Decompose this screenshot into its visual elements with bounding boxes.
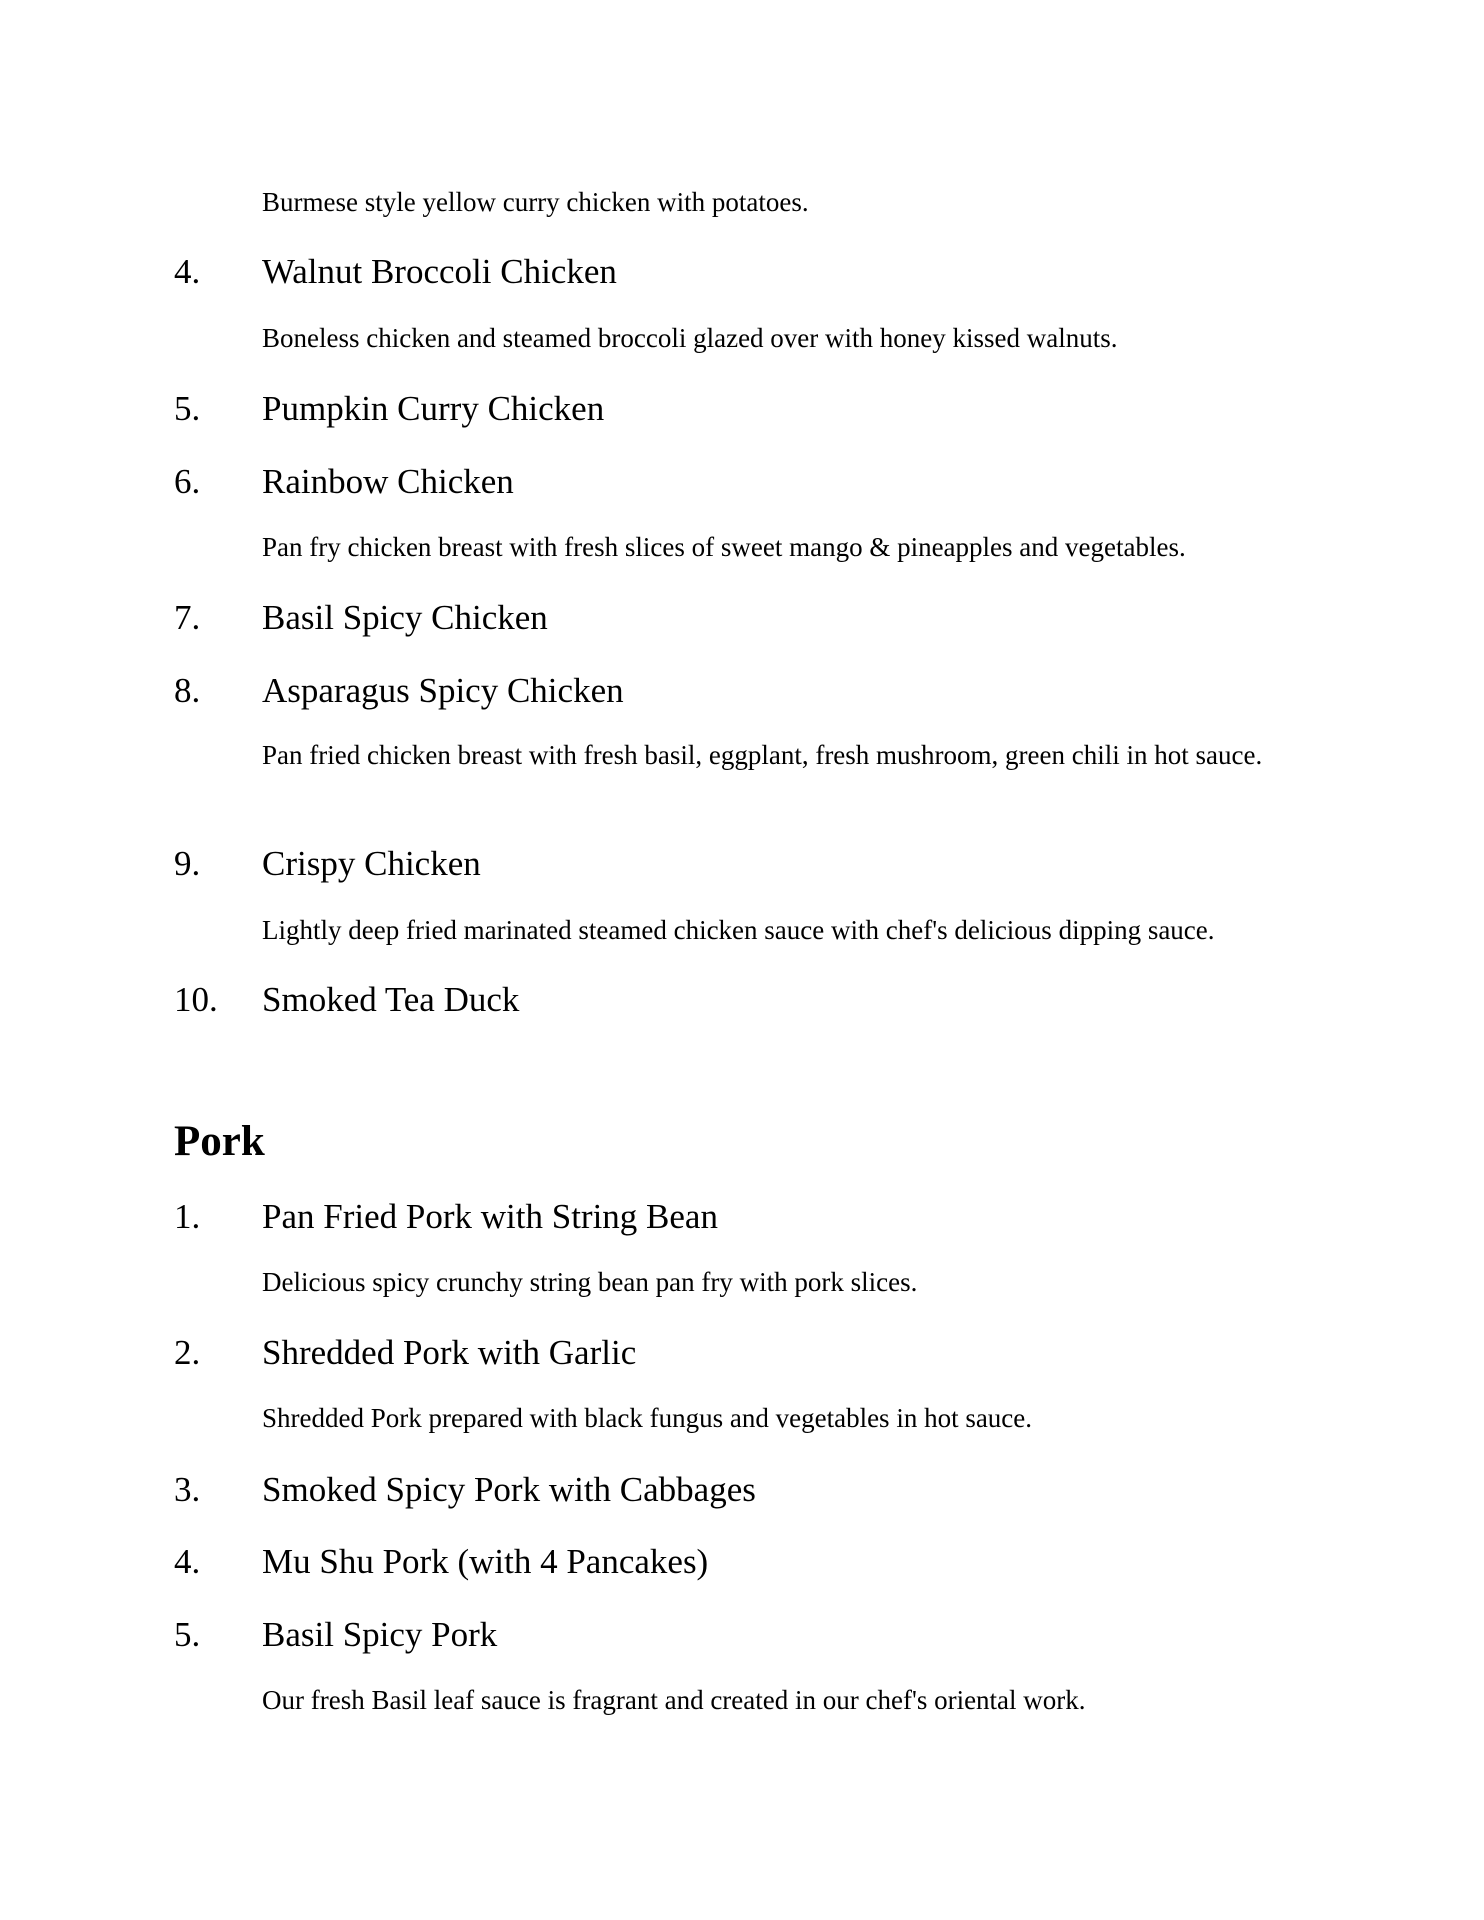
- menu-item: [174, 458, 1308, 506]
- item-name: Crispy Chicken: [262, 844, 481, 883]
- item-name: Basil Spicy Chicken: [262, 598, 548, 637]
- item-name: Shredded Pork with Garlic: [262, 1333, 637, 1372]
- item-name: Pumpkin Curry Chicken: [262, 389, 605, 428]
- item-number: 6.: [174, 462, 201, 501]
- item-name: Basil Spicy Pork: [262, 1615, 498, 1654]
- item-number: 9.: [174, 844, 201, 883]
- menu-item: [174, 1466, 1308, 1514]
- item-number: 5.: [174, 1615, 201, 1654]
- item-name: Rainbow Chicken: [262, 462, 514, 501]
- item-description: Our fresh Basil leaf sauce is fragrant and created in our chef's oriental work.: [262, 1685, 1086, 1715]
- item-number: 4.: [174, 1542, 201, 1581]
- item-number: 10.: [174, 980, 218, 1019]
- item-number: 8.: [174, 671, 201, 710]
- item-name: Walnut Broccoli Chicken: [262, 252, 617, 291]
- item-name: Smoked Tea Duck: [262, 980, 520, 1019]
- item-name: Smoked Spicy Pork with Cabbages: [262, 1470, 756, 1509]
- menu-item: [174, 1329, 1308, 1377]
- menu-item: [174, 840, 1308, 888]
- item-description: Pan fry chicken breast with fresh slices of sweet mango & pineapples and vegetables.: [262, 532, 1186, 562]
- item-number: 1.: [174, 1197, 201, 1236]
- item-number: 4.: [174, 252, 201, 291]
- item-description: Lightly deep fried marinated steamed chicken sauce with chef's delicious dipping sauce.: [262, 915, 1215, 945]
- section-title-pork: Pork: [174, 1118, 265, 1165]
- item-number: 2.: [174, 1333, 201, 1372]
- item-name: Asparagus Spicy Chicken: [262, 671, 624, 710]
- item-name: Pan Fried Pork with String Bean: [262, 1197, 718, 1236]
- menu-item: [174, 385, 1308, 433]
- menu-item: [174, 1538, 1308, 1586]
- menu-item: [174, 1611, 1308, 1659]
- menu-item: [174, 667, 1308, 715]
- item-description: Boneless chicken and steamed broccoli glazed over with honey kissed walnuts.: [262, 323, 1118, 353]
- item-description: Delicious spicy crunchy string bean pan fry with pork slices.: [262, 1267, 918, 1297]
- menu-item: [174, 594, 1308, 642]
- item-description: Shredded Pork prepared with black fungus and vegetables in hot sauce.: [262, 1403, 1033, 1433]
- item-description: Burmese style yellow curry chicken with potatoes.: [262, 187, 809, 217]
- item-number: 5.: [174, 389, 201, 428]
- item-name: Mu Shu Pork (with 4 Pancakes): [262, 1542, 709, 1581]
- menu-item: [174, 1193, 1308, 1241]
- menu-item: [174, 248, 1308, 296]
- item-number: 7.: [174, 598, 201, 637]
- item-description: Pan fried chicken breast with fresh basil, eggplant, fresh mushroom, green chili in hot sauce.: [262, 740, 1263, 770]
- item-number: 3.: [174, 1470, 201, 1509]
- menu-item: [174, 976, 1308, 1024]
